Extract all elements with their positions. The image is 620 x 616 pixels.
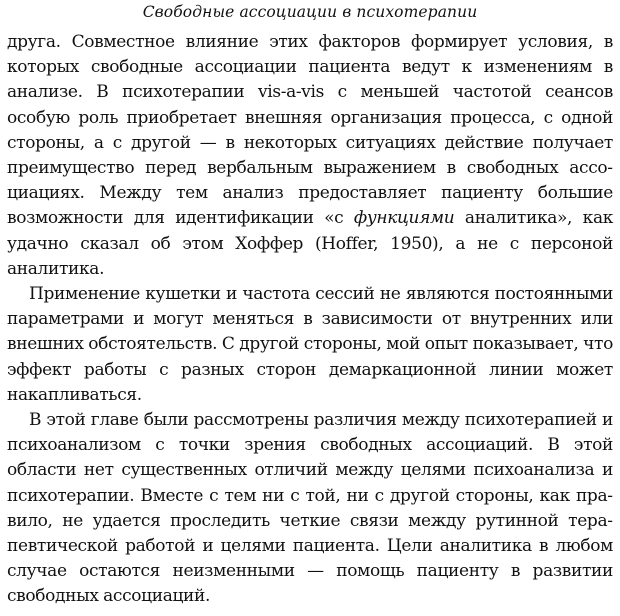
paragraph-2: Применение кушетки и частота сессий не являются постоянными параметрами и могут меняться в зависимости от внутренних или внешних обстоятельств. С другой стороны, мой опыт показывает, что эффект работы с разных сторон демаркационной линии может накапливаться.: [7, 284, 613, 405]
paragraph-1: [7, 30, 613, 282]
emphasis-functions: функциями: [353, 208, 455, 229]
paragraph-1-text-end: аналитика», как удачно сказал об этом Хоффер (Hoffer, 1950), а не с персоной аналитика.: [7, 208, 613, 279]
paragraph-1-text-start: друга. Совместное влияние этих факторов формирует условия, в которых свободные ассоциации пациента ведут к изменениям в анализе. В психотерапии vis-a-vis с меньшей частотой сеансов особую роль приобретает внешняя организация процесса, с одной стороны, а с другой — в некоторых ситуациях действие получает преимущество перед вербальным выражением в свободных ассоциациях. Между тем анализ предоставляет пациенту большие возможности для идентификации «с: [7, 32, 613, 229]
body-text: [7, 30, 613, 610]
paragraph-3: В этой главе были рассмотрены различия между психотерапией и психоанализом с точки зрения свободных ассоциаций. В этой области нет существенных отличий между целями психоанализа и психотерапии. Вместе с тем ни с той, ни с другой стороны, как правило, не удается проследить четкие связи между рутинной терапевтической работой и целями пациента. Цели аналитика в любом случае остаются неизменными — помощь пациенту в развитии свободных ассоциаций.: [7, 410, 613, 607]
running-head: Свободные ассоциации в психотерапии: [142, 3, 478, 21]
